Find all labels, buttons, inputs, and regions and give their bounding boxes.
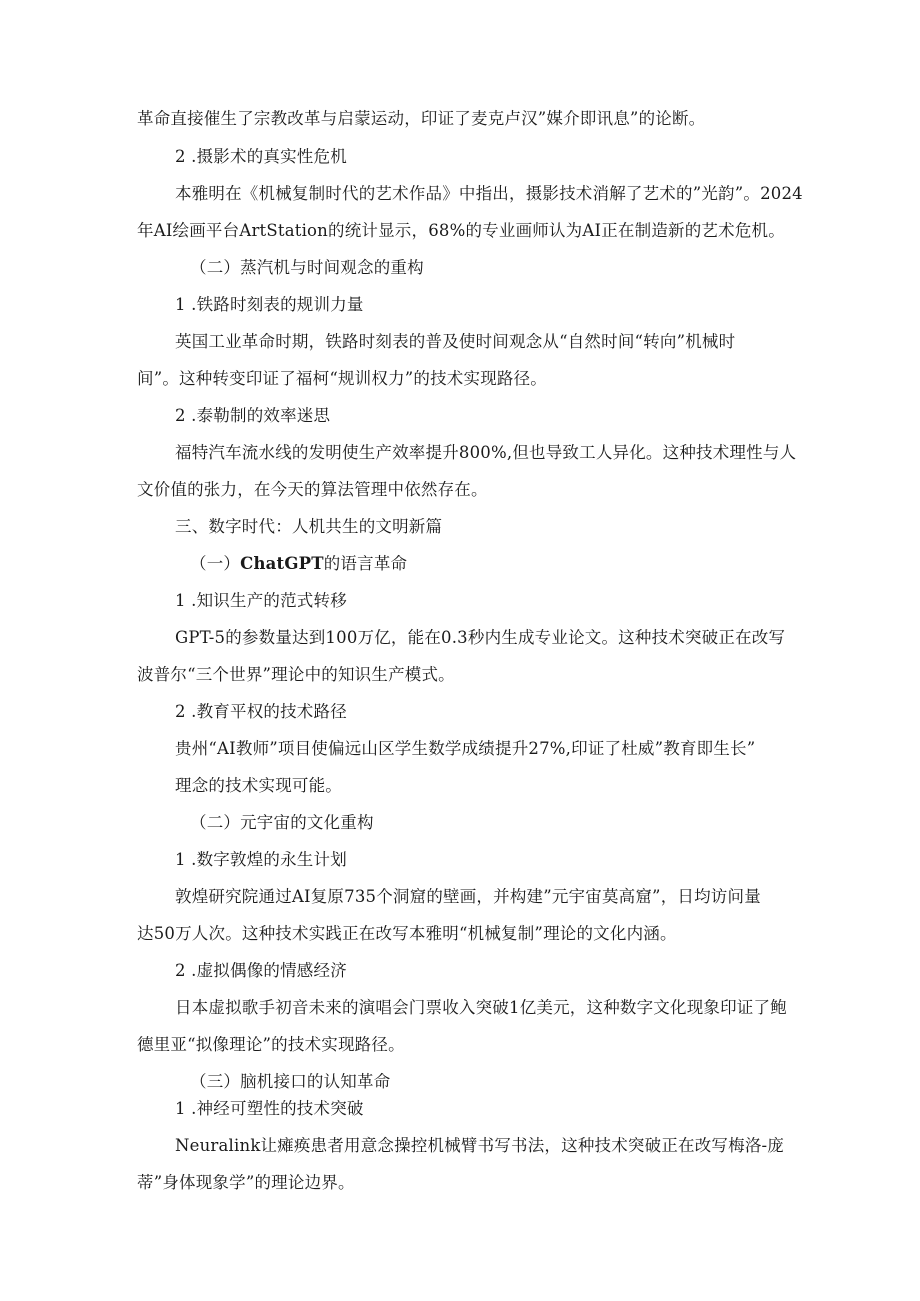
chapter-heading: 三、数字时代：人机共生的文明新篇 (175, 517, 443, 536)
section-heading-suffix: 的语言革命 (323, 554, 408, 573)
section-heading-prefix: （一） (190, 554, 241, 573)
section-heading: （二）蒸汽机与时间观念的重构 (190, 258, 424, 277)
paragraph-line: 达50万人次。这种技术实践正在改写本雅明“机械复制”理论的文化内涵。 (137, 924, 677, 943)
paragraph-line: 革命直接催生了宗教改革与启蒙运动，印证了麦克卢汉”媒介即讯息”的论断。 (137, 109, 706, 128)
subsection-heading: 2 .泰勒制的效率迷思 (175, 406, 331, 425)
paragraph-line: GPT-5的参数量达到100万亿，能在0.3秒内生成专业论文。这种技术突破正在改写 (175, 628, 786, 647)
paragraph-line: 蒂”身体现象学”的理论边界。 (137, 1173, 355, 1192)
paragraph-line: 理念的技术实现可能。 (175, 776, 342, 795)
paragraph-line: 波普尔“三个世界”理论中的知识生产模式。 (137, 665, 455, 684)
subsection-heading: 2 .摄影术的真实性危机 (175, 147, 347, 166)
section-heading-bold-term: ChatGPT (240, 554, 324, 573)
section-heading: （二）元宇宙的文化重构 (190, 813, 374, 832)
paragraph-line: 德里亚“拟像理论”的技术实现路径。 (137, 1035, 405, 1054)
paragraph-line: 本雅明在《机械复制时代的艺术作品》中指出，摄影技术消解了艺术的”光韵”。2024 (175, 184, 803, 203)
paragraph-line: 贵州“AI教师”项目使偏远山区学生数学成绩提升27%,印证了杜威”教育即生长” (175, 739, 756, 758)
paragraph-line: 间”。这种转变印证了福柯“规训权力”的技术实现路径。 (137, 369, 548, 388)
subsection-heading: 2 .虚拟偶像的情感经济 (175, 961, 347, 980)
section-heading (190, 553, 407, 575)
paragraph-line: Neuralink让瘫痪患者用意念操控机械臂书写书法，这种技术突破正在改写梅洛-庞 (175, 1136, 785, 1155)
section-heading: （三）脑机接口的认知革命 (190, 1072, 391, 1091)
subsection-heading: 1 .知识生产的范式转移 (175, 591, 347, 610)
paragraph-line: 文价值的张力，在今天的算法管理中依然存在。 (137, 480, 488, 499)
paragraph-line: 敦煌研究院通过AI复原735个洞窟的壁画，并构建”元宇宙莫高窟”，日均访问量 (175, 887, 761, 906)
subsection-heading: 1 .神经可塑性的技术突破 (175, 1099, 364, 1118)
paragraph-line: 日本虚拟歌手初音未来的演唱会门票收入突破1亿美元，这种数字文化现象印证了鲍 (175, 998, 787, 1017)
paragraph-line: 英国工业革命时期，铁路时刻表的普及使时间观念从“自然时间“转向”机械时 (175, 332, 736, 351)
paragraph-line: 福特汽车流水线的发明使生产效率提升800%,但也导致工人异化。这种技术理性与人 (175, 443, 797, 462)
subsection-heading: 2 .教育平权的技术路径 (175, 702, 347, 721)
subsection-heading: 1 .铁路时刻表的规训力量 (175, 295, 364, 314)
subsection-heading: 1 .数字敦煌的永生计划 (175, 850, 347, 869)
paragraph-line: 年AI绘画平台ArtStation的统计显示，68%的专业画师认为AI正在制造新的艺术危机。 (137, 221, 785, 240)
